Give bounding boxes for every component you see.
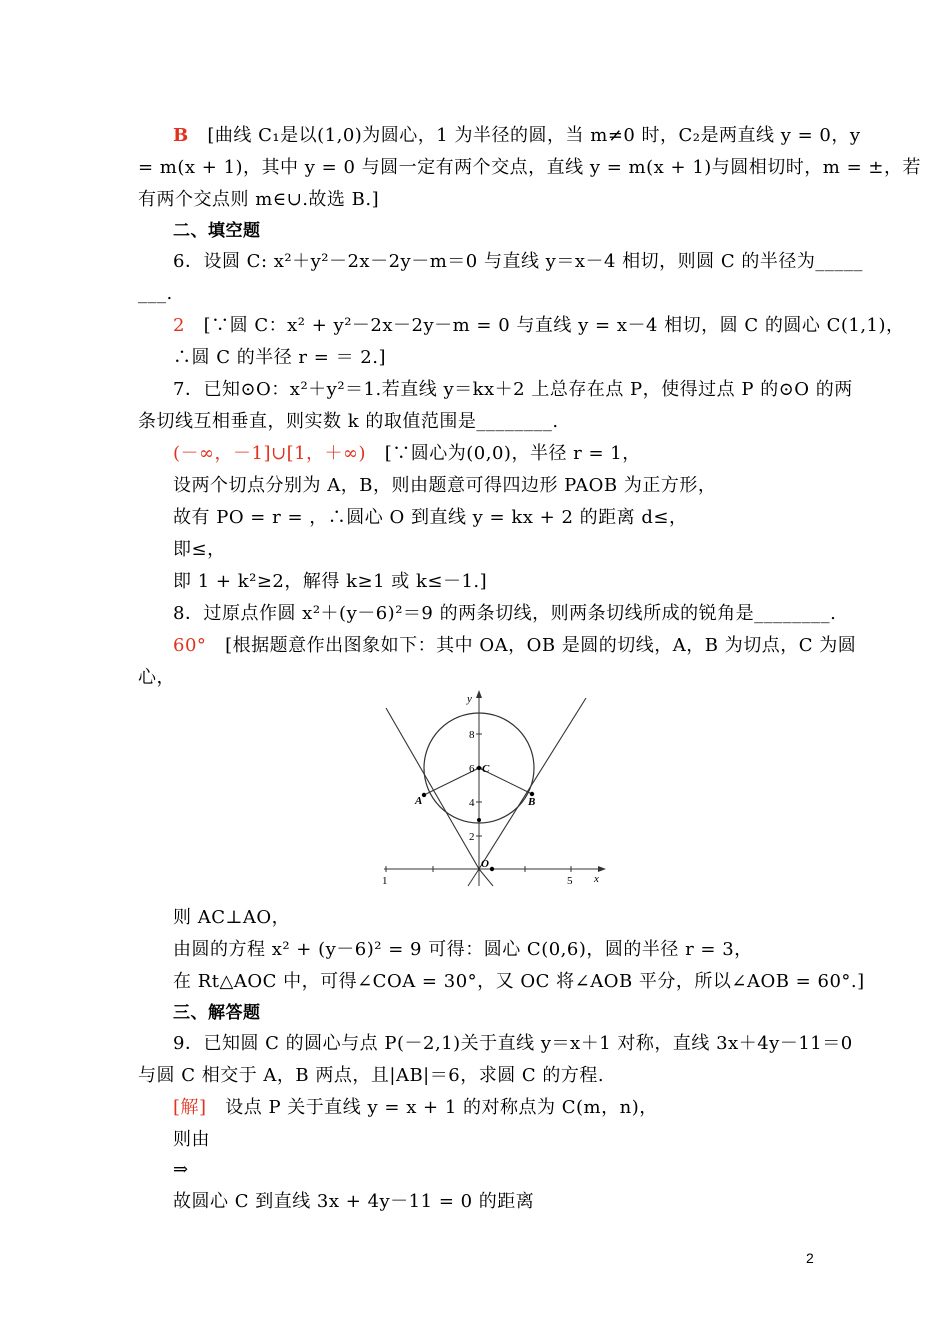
tangent-circle-figure [378, 688, 610, 893]
answer-6-line-1 [173, 314, 905, 338]
y-tick-6: 6 [469, 763, 475, 775]
answer-6-line-2: ∴圆 C 的半径 r = ＝ 2.] [173, 347, 386, 368]
answer-7-line-2: 设两个切点分别为 A，B，则由题意可得四边形 PAOB 为正方形， [173, 475, 717, 496]
answer-7-line-1 [173, 442, 818, 466]
answer-5-line-2: = m(x + 1)，其中 y = 0 与圆一定有两个交点，直线 y = m(x + 1)与圆相切时，m = ±，若 [138, 157, 921, 178]
point-b-label: B [528, 796, 536, 808]
answer-6-text-1: [∵圆 C：x² + y²－2x－2y－m = 0 与直线 y = x－4 相切，圆 C 的圆心 C(1,1)， [203, 315, 905, 336]
question-7-line-1: 7．已知⊙O：x²＋y²＝1.若直线 y＝kx＋2 上总存在点 P，使得过点 P 的⊙O 的两 [173, 379, 853, 400]
point-lower [477, 818, 481, 822]
answer-5-label: B [173, 125, 189, 146]
tangent-ext-right [468, 869, 479, 886]
answer-8-line-2: 心， [138, 667, 175, 688]
question-6-line-1: 6．设圆 C: x²＋y²－2x－2y－m＝0 与直线 y＝x－4 相切，则圆 C 的半径为_____ [173, 251, 863, 272]
point-a-label: A [415, 795, 423, 807]
x-tick-5: 5 [567, 875, 573, 887]
page-number: 2 [806, 1250, 814, 1266]
answer-8-line-3: 则 AC⊥AO， [173, 907, 291, 928]
y-tick-4: 4 [469, 797, 475, 809]
x-axis-arrow [598, 866, 606, 872]
answer-9-line-2: 则由 [173, 1129, 210, 1150]
y-axis-arrow [476, 690, 482, 698]
point-c-label: C [482, 763, 490, 775]
answer-9-line-1 [173, 1096, 818, 1120]
answer-8-line-1 [173, 634, 857, 658]
answer-7-label: (－∞，－1]∪[1，＋∞) [173, 443, 367, 464]
answer-8-label: 60° [173, 635, 207, 656]
answer-6-label: 2 [173, 315, 185, 336]
y-tick-2: 2 [469, 831, 475, 843]
question-9-line-2: 与圆 C 相交于 A，B 两点，且|AB|＝6，求圆 C 的方程. [138, 1065, 605, 1086]
answer-7-line-4: 即≤， [173, 539, 226, 560]
answer-8-line-4: 由圆的方程 x² + (y－6)² = 9 可得：圆心 C(0,6)，圆的半径 r = 3， [173, 939, 753, 960]
answer-7-line-5: 即 1 + k²≥2，解得 k≥1 或 k≤－1.] [173, 571, 488, 592]
point-c [477, 766, 481, 770]
answer-7-line-3: 故有 PO = r = ，∴圆心 O 到直线 y = kx + 2 的距离 d≤， [173, 507, 688, 528]
tangent-ext-left [479, 869, 493, 886]
y-axis-label: y [467, 693, 472, 705]
tangent-line-oa [386, 708, 479, 869]
answer-7-text-1: [∵圆心为(0,0)，半径 r = 1， [384, 443, 641, 464]
section-answer-heading: 三、解答题 [173, 1003, 261, 1023]
point-a [422, 793, 426, 797]
question-9-line-1: 9．已知圆 C 的圆心与点 P(－2,1)关于直线 y＝x＋1 对称，直线 3x＋4y－11＝0 [173, 1033, 853, 1054]
answer-5-text-1: [曲线 C₁是以(1,0)为圆心，1 为半径的圆，当 m≠0 时，C₂是两直线 y = 0，y [207, 125, 861, 146]
x-axis-label: x [594, 873, 599, 885]
answer-9-text-1: 设点 P 关于直线 y = x + 1 的对称点为 C(m，n)， [225, 1097, 658, 1118]
question-6-line-2: ___. [138, 283, 173, 304]
point-o-label: O [481, 858, 489, 870]
section-fill-in-heading: 二、填空题 [173, 221, 261, 241]
answer-8-line-5: 在 Rt△AOC 中，可得∠COA = 30°，又 OC 将∠AOB 平分，所以∠AOB = 60°.] [173, 971, 865, 992]
x-tick-1: 1 [382, 875, 388, 887]
question-7-line-2: 条切线互相垂直，则实数 k 的取值范围是________. [138, 411, 559, 432]
answer-9-line-4: 故圆心 C 到直线 3x + 4y－11 = 0 的距离 [173, 1191, 535, 1212]
question-8-line-1: 8．过原点作圆 x²＋(y－6)²＝9 的两条切线，则两条切线所成的锐角是________. [173, 603, 837, 624]
answer-8-text-1: [根据题意作出图象如下：其中 OA，OB 是圆的切线，A，B 为切点，C 为圆 [225, 635, 857, 656]
answer-5-line-1 [173, 124, 861, 148]
y-tick-8: 8 [469, 729, 475, 741]
point-o-dot [490, 867, 494, 871]
answer-5-line-3: 有两个交点则 m∈∪.故选 B.] [138, 189, 380, 210]
tangent-line-ob [479, 698, 586, 869]
answer-9-line-3: ⇒ [173, 1159, 189, 1180]
answer-9-label: [解] [173, 1097, 207, 1118]
